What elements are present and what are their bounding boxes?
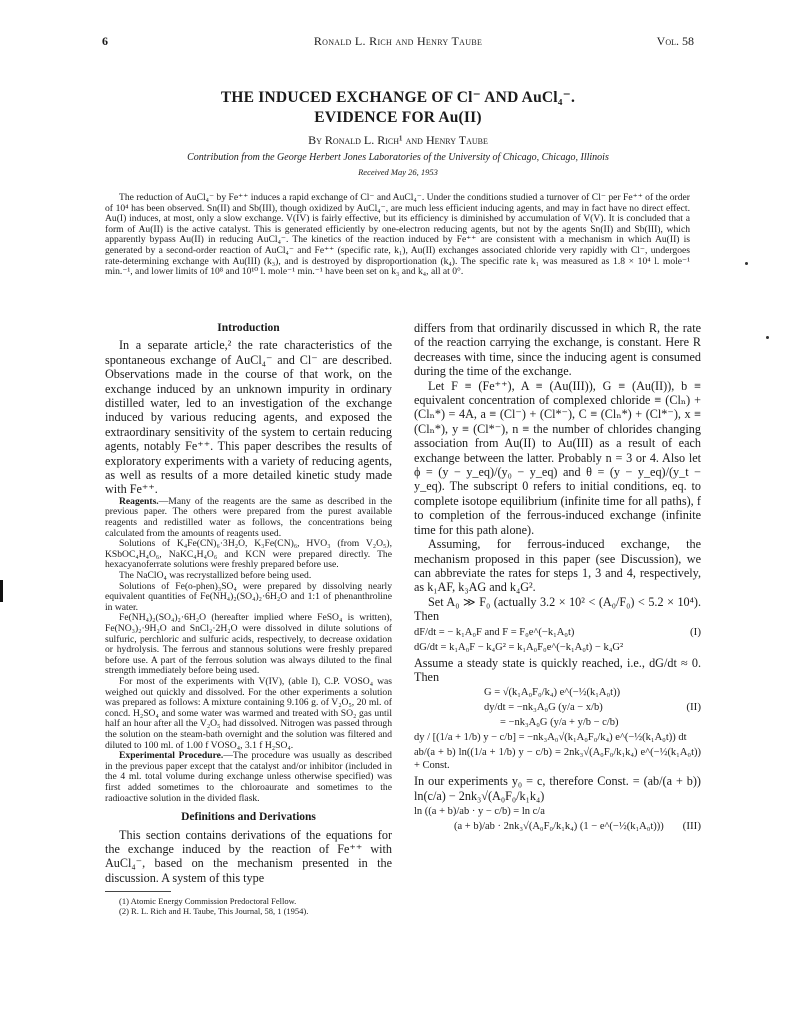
page-number: 6 <box>102 34 108 48</box>
title-line-2: EVIDENCE FOR Au(II) <box>314 109 482 126</box>
scan-dot <box>745 262 748 265</box>
running-authors: Ronald L. Rich and Henry Taube <box>313 34 483 48</box>
reagents-paragraph-6: For most of the experiments with V(IV), (able I), C.P. VOSO₄ was weighed out quickly and dissolved. For the other experiments a solution was prepared as follows: A mixture containing 9.106 g. of V₂O₅, 20 ml. of concd. H₂SO₄ and some water was warmed and treated with SO₂ gas until half an hour after all the V₂O₅ had dissolved. Nitrogen was passed through the solution on the steam-bath overnight and the solution was filtered and diluted to 100 ml. of 1.00 f VOSO₄, 3.1 f H₂SO₄. <box>105 675 392 751</box>
reagents-paragraph-5: Fe(NH₄)₂(SO₄)₂·6H₂O (hereafter implied where FeSO₄ is written), Fe(NO₃)₂·9H₂O and SnCl₂·2H₂O were dissolved in dilute solutions of sulfuric, perchloric and sulfuric acids, respectively, to decrease oxidation or hydrolysis. The ferrous and stannous solutions were freshly prepared before use. A part of the ferrous solution was always diluted to the final strength immediately before being used. <box>105 612 392 677</box>
equation-III-number: (III) <box>682 820 701 833</box>
reagents-paragraph-2: Solutions of K₄Fe(CN)₆·3H₂O, K₃Fe(CN)₆, HVO₃ (from V₂O₅), KSbOC₄H₄O₆, NaKC₄H₄O₆ and KCN were prepared directly. The hexacyanoferrate solutions were freshly prepared before use. <box>105 538 392 571</box>
intro-paragraph: In a separate article,² the rate characteristics of the spontaneous exchange of AuCl₄⁻ and Cl⁻ are described. Observations made in the course of that work, on the exchange induced by an unknown impurity in ordinary distilled water, led to an investigation of the exchange induced by various reducing agents, and exposed the extraordinary sensitivity of the system to certain reducing agents, notably Fe⁺⁺. This paper describes the results of exploratory experiments with a variety of reducing agents, as well as results of a more detailed kinetic study made with Fe⁺⁺. <box>105 338 392 497</box>
defs-heading: Definitions and Derivations <box>181 811 316 824</box>
right-paragraph-1: differs from that ordinarily discussed in which R, the rate of the reaction carrying the exchange, is constant. Here R decreases with time, since the inducing agent is consumed during the time of the exchange. <box>414 321 701 379</box>
constant-paragraph: In our experiments y₀ = c, therefore Const. = (ab/(a + b)) ln(c/a) − 2nk₃√(A₀F₀/k₁k₄) <box>414 774 701 803</box>
equation-G: G = √(k₁A₀F₀/k₄) e^(−½(k₁A₀t)) <box>484 687 621 699</box>
left-column <box>105 321 392 916</box>
reagents-paragraph <box>105 497 392 539</box>
byline: By Ronald L. Rich¹ and Henry Taube <box>308 133 488 147</box>
footnote-rule <box>105 891 171 892</box>
reagents-paragraph-4: Solutions of Fe(o-phen)₃SO₄ were prepared by dissolving nearly equivalent quantities of Fe(NH₄)₂(SO₄)₂·6H₂O and 1:1 of phenanthroline in water. <box>105 580 392 613</box>
footnote-2: (2) R. L. Rich and H. Taube, This Journal, 58, 1 (1954). <box>119 906 309 917</box>
steady-state-paragraph: Assume a steady state is quickly reached, i.e., dG/dt ≈ 0. Then <box>414 655 701 684</box>
conditions-paragraph: Set A₀ ≫ F₀ (actually 3.2 × 10² < (A₀/F₀) < 5.2 × 10⁴). Then <box>414 594 701 624</box>
procedure-paragraph <box>105 751 392 804</box>
reagents-label: Reagents. <box>119 495 159 507</box>
reagents-text: —Many of the reagents are the same as described in the previous paper. The others were prepared from the purest available reagents and redistilled water as follows, the concentrations being calculated from the amounts of reagents used. <box>105 495 392 539</box>
equation-II-number: (II) <box>686 701 701 714</box>
equation-III: (III) (a + b)/ab · 2nk₃√(A₀F₀/k₁k₄) (1 − e^(−½(k₁A₀t))) <box>454 820 701 833</box>
contribution-line: Contribution from the George Herbert Jones Laboratories of the University of Chicago, Chicago, Illinois <box>187 152 609 163</box>
equation-II-b: = −nk₃A₀G (y/a + y/b − c/b) <box>500 717 619 729</box>
procedure-label: Experimental Procedure. <box>119 750 224 762</box>
scan-edge-mark <box>0 580 3 602</box>
scan-dot <box>766 336 769 339</box>
equation-integrated: ab/(a + b) ln((1/a + 1/b) y − c/b) = 2nk₃√(A₀F₀/k₁k₄) e^(−½(k₁A₀t)) + Const. <box>414 747 701 772</box>
procedure-text: —The procedure was usually as described in the previous paper except that the catalyst and/or inhibitor (included in the 4 ml. total volume during exchange unless otherwise specified) was first added sometimes to the chloroaurate and sometimes to the radioactive solution in the divided flask. <box>105 750 392 804</box>
equation-I-b: dG/dt = k₁A₀F − k₄G² = k₁A₀F₀e^(−k₁A₀t) − k₄G² <box>414 641 624 653</box>
intro-heading: Introduction <box>217 322 280 334</box>
equation-I-a: (I) dF/dt = − k₁A₀F and F = F₀e^(−k₁A₀t) <box>414 625 701 638</box>
defs-paragraph: This section contains derivations of the equations for the exchange induced by the reaction of Fe⁺⁺ with AuCl₄⁻, based on the mechanism presented in the discussion. A system of this type <box>105 827 392 885</box>
reagents-paragraph-3: The NaClO₄ was recrystallized before being used. <box>119 570 312 582</box>
running-header <box>102 34 694 48</box>
equation-II: (II) dy/dt = −nk₃A₀G (y/a − x/b) <box>484 701 701 714</box>
title-line-1: THE INDUCED EXCHANGE OF Cl⁻ AND AuCl₄⁻. <box>220 89 576 106</box>
received-date: Received May 26, 1953 <box>358 167 438 177</box>
equation-integral: dy / [(1/a + 1/b) y − c/b] = −nk₃A₀√(k₁A₀F₀/k₄) e^(−½(k₁A₀t)) dt <box>414 732 687 744</box>
definitions-paragraph: Let F ≡ (Fe⁺⁺), A ≡ (Au(III)), G ≡ (Au(II)), b ≡ equivalent concentration of complexed chloride ≡ (Clₙ) + (Clₙ*) = 4A, a ≡ (Cl⁻) + (Cl*⁻), C ≡ (Clₙ*) + (Cl*⁻), x ≡ (Clₙ*), y ≡ (Cl*⁻), n ≡ the number of chlorides changing association from Au(II) to Au(III) as a result of each exchange between the latter. Probably n = 3 or 4. Also let ϕ = (y − y_eq)/(y₀ − y_eq) and θ = (y − y_eq)/(y_t − y_eq). The subscript 0 refers to initial conditions, eq. to complete isotope equilibrium (infinite time for all paths), f to completion of the ferrous-induced exchange (infinite time for this path alone). <box>414 378 701 537</box>
footnote-1: (1) Atomic Energy Commission Predoctoral Fellow. <box>119 896 297 907</box>
equation-I-number: (I) <box>690 625 701 638</box>
assumption-paragraph: Assuming, for ferrous-induced exchange, the mechanism proposed in this paper (see Discussion), we can abbreviate the rates for steps 1, 3 and 4, respectively, as k₁AF, k₃AG and k₄G². <box>414 537 701 595</box>
volume-number: Vol. 58 <box>656 34 694 48</box>
right-column <box>414 321 701 835</box>
abstract: The reduction of AuCl₄⁻ by Fe⁺⁺ induces a rapid exchange of Cl⁻ and AuCl₄⁻. Under the conditions studied a turnover of Cl⁻ per Fe⁺⁺ of the order of 10⁴ has been observed. Sn(II) and Sb(III), though oxidized by AuCl₄⁻, are much less efficient inducing agents, and may in fact have no direct effect. Au(I) induces, at most, only a slow exchange. V(IV) is fairly effective, but its efficiency is diminished by accumulation of V(V). It is concluded that a form of Au(II) is the active catalyst. This is generated efficiently by one-electron reducing agents, but not by the agents Sn(II) and Sb(III), which apparently bypass Au(II) in reducing AuCl₄⁻. The kinetics of the reaction induced by Fe⁺⁺ are consistent with a mechanism in which Au(II) is generated by a second-order reaction of AuCl₄⁻ and Fe⁺⁺ (specific rate, k₁), Au(II) exchanges associated chloride very rapidly with Cl⁻, undergoes rate-determining exchange with Au(III) (k₃), and is destroyed by disproportionation (k₄). The specific rate k₁ was measured as 1.8 × 10⁴ l. mole⁻¹ min.⁻¹, and lower limits of 10⁸ and 10¹⁰ l. mole⁻¹ min.⁻¹ have been set on k₃ and k₄, all at 0°. <box>105 192 690 278</box>
article-title <box>100 88 696 128</box>
equation-log: ln ((a + b)/ab · y − c/b) = ln c/a <box>414 806 545 818</box>
